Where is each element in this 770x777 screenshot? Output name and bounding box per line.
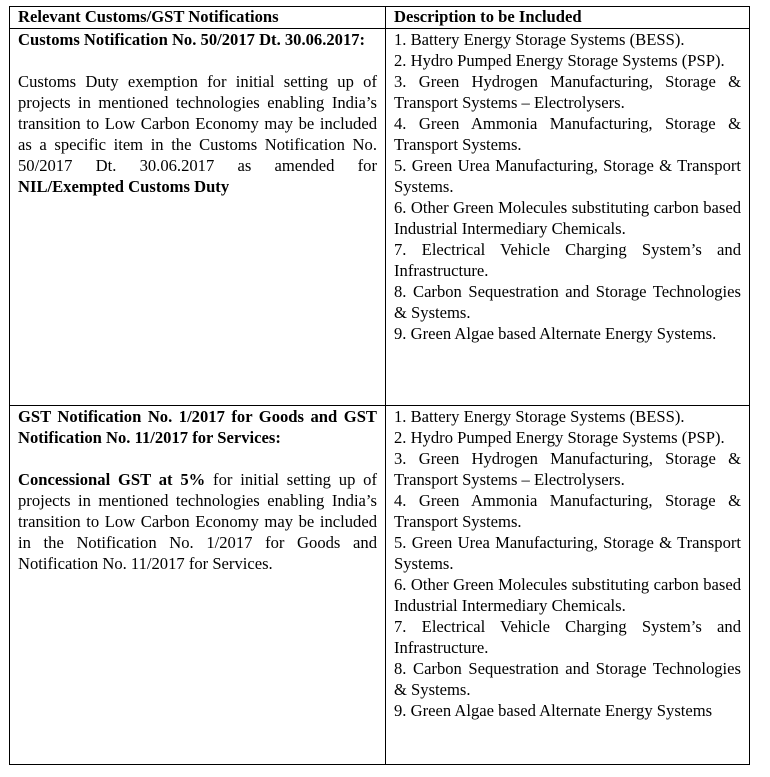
gst-body-tail: for initial setting up of projects in mentioned technologies enabling India’s transition to Low Carbon Economy may be included in the Notification No. 1/2017 for Goods and Notification No. 11/2017 for Services.	[18, 470, 378, 573]
list-item: 7. Electrical Vehicle Charging System’s and Infrastructure.	[394, 617, 741, 657]
list-item: 3. Green Hydrogen Manufacturing, Storage & Transport Systems – Electrolysers.	[394, 72, 741, 112]
notifications-table	[9, 6, 750, 765]
gst-body-emphasis: Concessional GST at 5%	[18, 470, 206, 489]
list-item: 2. Hydro Pumped Energy Storage Systems (PSP).	[394, 428, 725, 447]
list-item: 8. Carbon Sequestration and Storage Technologies & Systems.	[394, 659, 741, 699]
list-item: 1. Battery Energy Storage Systems (BESS).	[394, 30, 685, 49]
table-row	[10, 29, 750, 406]
list-item: 9. Green Algae based Alternate Energy Systems.	[394, 324, 717, 343]
customs-description-cell	[386, 29, 750, 406]
customs-notification-body	[18, 71, 377, 197]
customs-notification-title: Customs Notification No. 50/2017 Dt. 30.06.2017:	[18, 30, 366, 49]
header-description: Description to be Included	[386, 7, 750, 29]
gst-notification-cell	[10, 406, 386, 765]
customs-body-text: Customs Duty exemption for initial setting up of projects in mentioned technologies enabling India’s transition to Low Carbon Economy may be included as a specific item in the Customs Notification No. 50/2017 Dt. 30.06.2017 as amended for	[18, 72, 377, 175]
list-item: 7. Electrical Vehicle Charging System’s and Infrastructure.	[394, 240, 741, 280]
list-item: 9. Green Algae based Alternate Energy Systems	[394, 701, 713, 720]
list-item: 4. Green Ammonia Manufacturing, Storage & Transport Systems.	[394, 491, 741, 531]
customs-body-emphasis: NIL/Exempted Customs Duty	[18, 177, 230, 196]
gst-description-cell	[386, 406, 750, 765]
gst-notification-title: GST Notification No. 1/2017 for Goods and GST Notification No. 11/2017 for Services:	[18, 407, 377, 447]
header-notifications: Relevant Customs/GST Notifications	[10, 7, 386, 29]
list-item: 8. Carbon Sequestration and Storage Technologies & Systems.	[394, 282, 741, 322]
table-row	[10, 406, 750, 765]
list-item: 2. Hydro Pumped Energy Storage Systems (PSP).	[394, 51, 725, 70]
list-item: 4. Green Ammonia Manufacturing, Storage & Transport Systems.	[394, 114, 741, 154]
gst-notification-body	[18, 469, 377, 574]
list-item: 5. Green Urea Manufacturing, Storage & Transport Systems.	[394, 533, 741, 573]
list-item: 5. Green Urea Manufacturing, Storage & Transport Systems.	[394, 156, 741, 196]
list-item: 6. Other Green Molecules substituting carbon based Industrial Intermediary Chemicals.	[394, 198, 741, 238]
table-header-row	[10, 7, 750, 29]
customs-notification-cell	[10, 29, 386, 406]
list-item: 6. Other Green Molecules substituting carbon based Industrial Intermediary Chemicals.	[394, 575, 741, 615]
list-item: 3. Green Hydrogen Manufacturing, Storage & Transport Systems – Electrolysers.	[394, 449, 741, 489]
list-item: 1. Battery Energy Storage Systems (BESS).	[394, 407, 685, 426]
